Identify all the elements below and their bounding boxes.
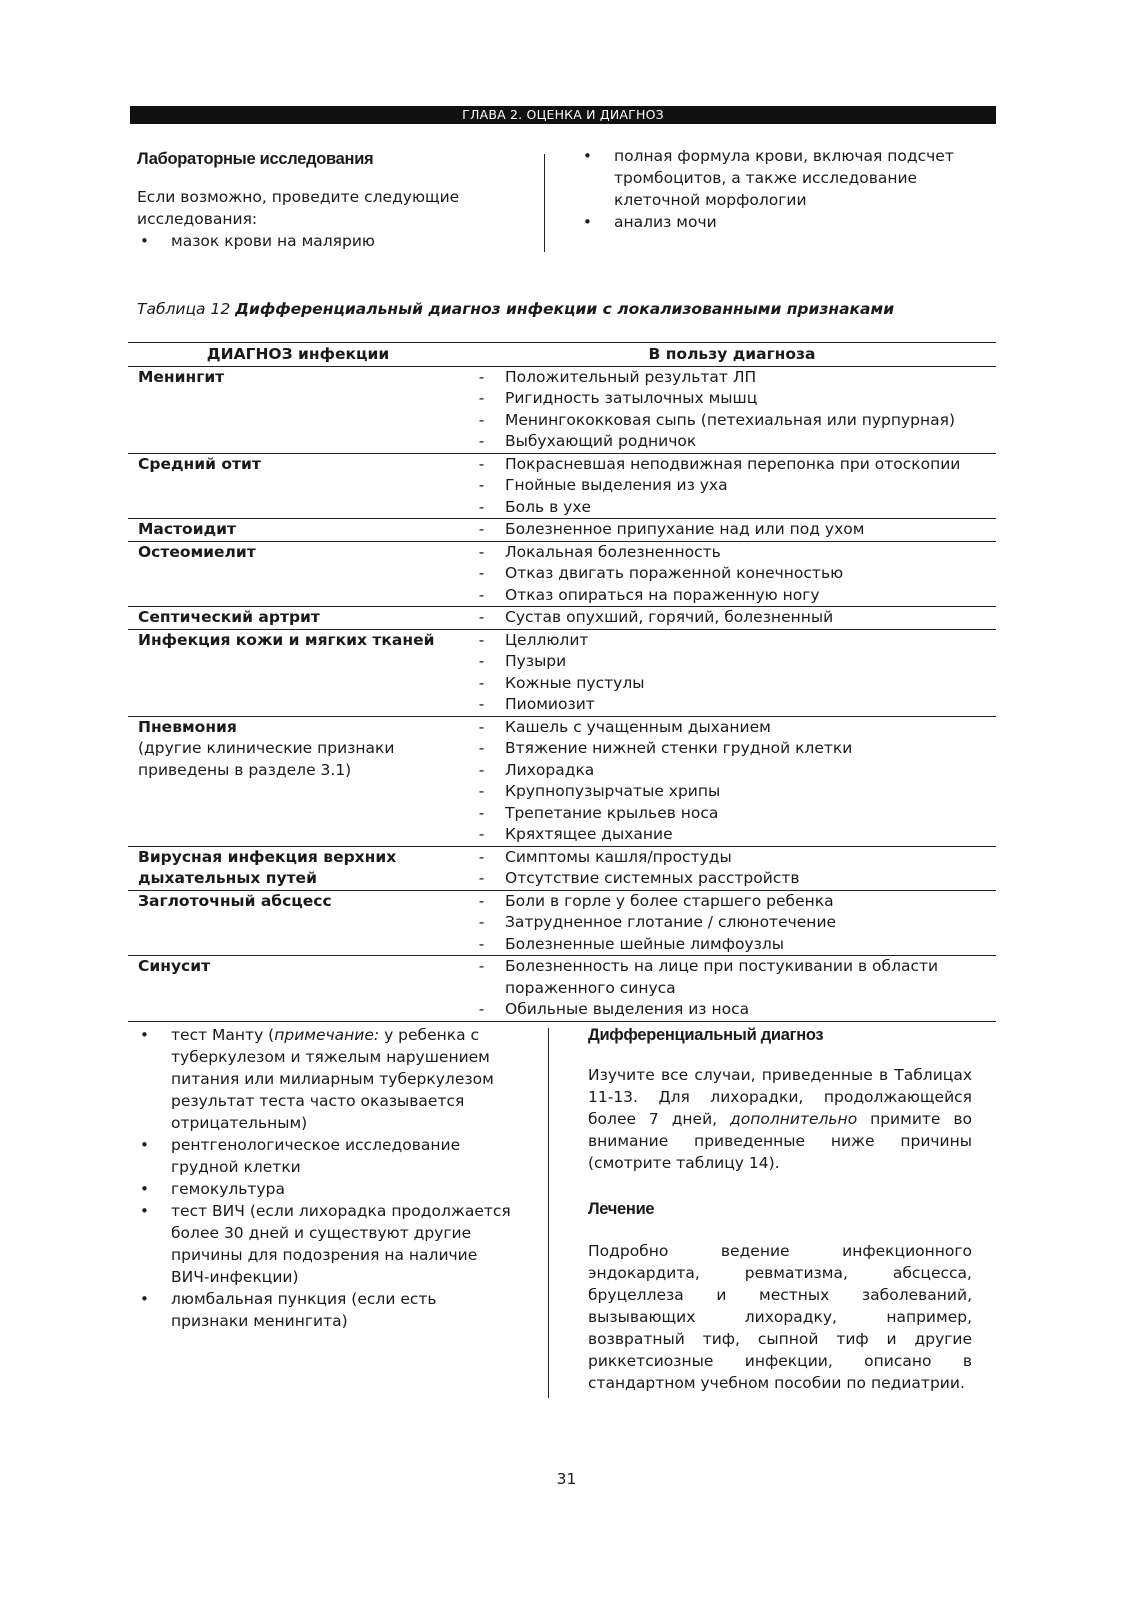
sign-cell: Менингококковая сыпь (петехиальная или пурпурная) xyxy=(505,410,955,429)
table-row xyxy=(128,453,996,475)
table-row xyxy=(128,607,996,630)
diagnosis-cell xyxy=(128,519,468,542)
dash-marker: - xyxy=(478,652,485,670)
dash-marker: - xyxy=(468,934,495,956)
diagnosis-name: Пневмония xyxy=(138,717,237,736)
dash-marker: - xyxy=(478,476,485,494)
dash-marker: - xyxy=(468,999,495,1021)
diff-section xyxy=(588,1024,972,1394)
dash-marker: - xyxy=(468,824,495,846)
sign-cell: Целлюлит xyxy=(505,630,589,649)
list-item: • рентгенологическое исследование грудной клетки xyxy=(137,1134,517,1178)
sign-cell: Боли в горле у более старшего ребенка xyxy=(505,891,834,910)
diagnosis-cell xyxy=(128,846,468,890)
sign-cell: Отказ опираться на пораженную ногу xyxy=(495,585,996,607)
dash-marker: - xyxy=(478,891,485,910)
table-row xyxy=(128,629,996,651)
diagnosis-cell xyxy=(128,716,468,846)
diagnosis-cell xyxy=(128,453,468,519)
dash-marker: - xyxy=(478,410,485,429)
sign-cell: Крупнопузырчатые хрипы xyxy=(505,782,721,800)
list-item: • мазок крови на малярию xyxy=(137,230,517,252)
dash-marker: - xyxy=(478,542,485,561)
dash-marker: - xyxy=(478,847,485,866)
table-caption xyxy=(137,300,894,318)
dash-marker: - xyxy=(478,673,485,692)
sign-cell: Гнойные выделения из уха xyxy=(505,476,728,494)
column-divider-bottom xyxy=(548,1028,549,1398)
sign-cell: Обильные выделения из носа xyxy=(495,999,996,1021)
sign-cell: Симптомы кашля/простуды xyxy=(505,847,732,866)
lab-section-left xyxy=(137,148,517,252)
list-item: • люмбальная пункция (если есть признаки менингита) xyxy=(137,1288,517,1332)
diagnosis-cell xyxy=(128,366,468,453)
dash-marker: - xyxy=(478,564,485,582)
dash-marker: - xyxy=(478,454,485,473)
column-header-diagnosis: ДИАГНОЗ инфекции xyxy=(128,343,468,367)
table-row xyxy=(128,519,996,542)
dash-marker: - xyxy=(478,739,485,757)
mantoux-note-label: примечание: xyxy=(274,1026,380,1044)
chapter-header: ГЛАВА 2. ОЦЕНКА И ДИАГНОЗ xyxy=(130,106,996,124)
sign-cell: Кожные пустулы xyxy=(505,673,645,692)
more-tests-list xyxy=(137,1024,517,1332)
mantoux-text: у ребенка с туберкулезом и тяжелым нарушением питания или милиарным туберкулезом результат теста часто оказывается отрицательным) xyxy=(171,1026,494,1132)
table-caption-number: Таблица 12 xyxy=(137,300,231,318)
diagnosis-cell xyxy=(128,607,468,630)
dash-marker: - xyxy=(478,913,485,931)
dash-marker: - xyxy=(468,497,495,519)
treatment-heading: Лечение xyxy=(588,1200,655,1218)
sign-cell: Болезненные шейные лимфоузлы xyxy=(495,934,996,956)
dash-marker: - xyxy=(468,868,495,890)
sign-cell: Втяжение нижней стенки грудной клетки xyxy=(505,739,853,757)
diagnosis-name: Менингит xyxy=(138,367,225,386)
diff-text: Изучите все случаи, приведенные в Таблицах 11-13. Для лихорадки, продолжающейся более 7 дней, дополнительно примите во внимание приведенные ниже причины (смотрите таблицу 14). xyxy=(588,1066,972,1172)
list-item: • гемокультура xyxy=(137,1178,517,1200)
dash-marker: - xyxy=(478,782,485,800)
list-item: • тест ВИЧ (если лихорадка продолжается более 30 дней и существуют другие причины для подозрения на наличие ВИЧ-инфекции) xyxy=(137,1200,517,1288)
dash-marker: - xyxy=(468,431,495,453)
list-item: • полная формула крови, включая подсчет тромбоцитов, а также исследование клеточной морфологии xyxy=(580,145,975,211)
dash-marker: - xyxy=(478,630,485,649)
list-item xyxy=(137,1024,517,1134)
diagnosis-name: Заглоточный абсцесс xyxy=(138,891,332,910)
table-row xyxy=(128,366,996,388)
column-header-signs: В пользу диагноза xyxy=(468,343,996,367)
table-row xyxy=(128,890,996,912)
sign-cell: Положительный результат ЛП xyxy=(505,367,757,386)
diagnosis-cell xyxy=(128,956,468,1022)
diagnosis-name: Синусит xyxy=(138,957,211,975)
diagnosis-name: Мастоидит xyxy=(138,520,236,538)
table-row xyxy=(128,846,996,868)
dash-marker: - xyxy=(468,519,495,542)
mantoux-label: тест Манту ( xyxy=(171,1026,275,1044)
dash-marker: - xyxy=(478,389,485,407)
diagnosis-cell xyxy=(128,541,468,607)
sign-cell: Сустав опухший, горячий, болезненный xyxy=(495,607,996,630)
sign-cell: Кряхтящее дыхание xyxy=(495,824,996,846)
dash-marker: - xyxy=(478,957,485,975)
lab-section-right xyxy=(580,145,975,233)
more-tests-section xyxy=(137,1024,517,1332)
table-body xyxy=(128,366,996,1021)
sign-cell: Кашель с учащенным дыханием xyxy=(505,717,771,736)
table-row xyxy=(128,541,996,563)
dash-marker: - xyxy=(478,760,485,779)
sign-cell: Локальная болезненность xyxy=(505,542,721,561)
dash-marker: - xyxy=(468,694,495,716)
diff-heading: Дифференциальный диагноз xyxy=(588,1026,824,1044)
diagnosis-table xyxy=(128,342,996,1022)
diagnosis-name: Средний отит xyxy=(138,454,261,473)
dash-marker: - xyxy=(478,803,485,822)
page-number: 31 xyxy=(556,1470,577,1488)
sign-cell: Пузыри xyxy=(505,652,567,670)
sign-cell: Боль в ухе xyxy=(495,497,996,519)
lab-heading: Лабораторные исследования xyxy=(137,150,374,168)
diff-emphasis: дополнительно xyxy=(730,1110,858,1128)
dash-marker: - xyxy=(478,367,485,386)
sign-cell: Отказ двигать пораженной конечностью xyxy=(505,564,844,582)
diagnosis-name: Септический артрит xyxy=(138,608,320,626)
column-divider xyxy=(544,154,545,252)
sign-cell: Выбухающий родничок xyxy=(495,431,996,453)
sign-cell: Отсутствие системных расстройств xyxy=(495,868,996,890)
lab-list-right xyxy=(580,145,975,233)
list-item: • анализ мочи xyxy=(580,211,975,233)
sign-cell: Затрудненное глотание / слюнотечение xyxy=(505,913,837,931)
sign-cell: Лихорадка xyxy=(505,760,595,779)
sign-cell: Ригидность затылочных мышц xyxy=(505,389,758,407)
lab-intro: Если возможно, проведите следующие исследования: xyxy=(137,188,460,228)
diagnosis-name: Вирусная инфекция верхних дыхательных путей xyxy=(138,847,397,887)
sign-cell: Пиомиозит xyxy=(495,694,996,716)
diagnosis-cell xyxy=(128,890,468,956)
diagnosis-note: (другие клинические признаки приведены в разделе 3.1) xyxy=(138,739,395,779)
table-row xyxy=(128,956,996,1000)
sign-cell: Болезненность на лице при постукивании в области пораженного синуса xyxy=(505,957,939,997)
sign-cell: Болезненное припухание над или под ухом xyxy=(495,519,996,542)
diagnosis-name: Остеомиелит xyxy=(138,542,256,561)
treatment-text: Подробно ведение инфекционного эндокардита, ревматизма, абсцесса, бруцеллеза и местных заболеваний, вызывающих лихорадку, например, возвратный тиф, сыпной тиф и другие риккетсиозные инфекции, описано в стандартном учебном пособии по педиатрии. xyxy=(588,1242,972,1392)
sign-cell: Покрасневшая неподвижная перепонка при отоскопии xyxy=(505,454,961,473)
lab-list-left xyxy=(137,230,517,252)
dash-marker: - xyxy=(478,717,485,736)
table-caption-title: Дифференциальный диагноз инфекции с локализованными признаками xyxy=(235,300,895,318)
diagnosis-name: Инфекция кожи и мягких тканей xyxy=(138,630,435,649)
dash-marker: - xyxy=(468,607,495,630)
table-row xyxy=(128,716,996,738)
diagnosis-cell xyxy=(128,629,468,716)
dash-marker: - xyxy=(468,585,495,607)
sign-cell: Трепетание крыльев носа xyxy=(505,803,719,822)
